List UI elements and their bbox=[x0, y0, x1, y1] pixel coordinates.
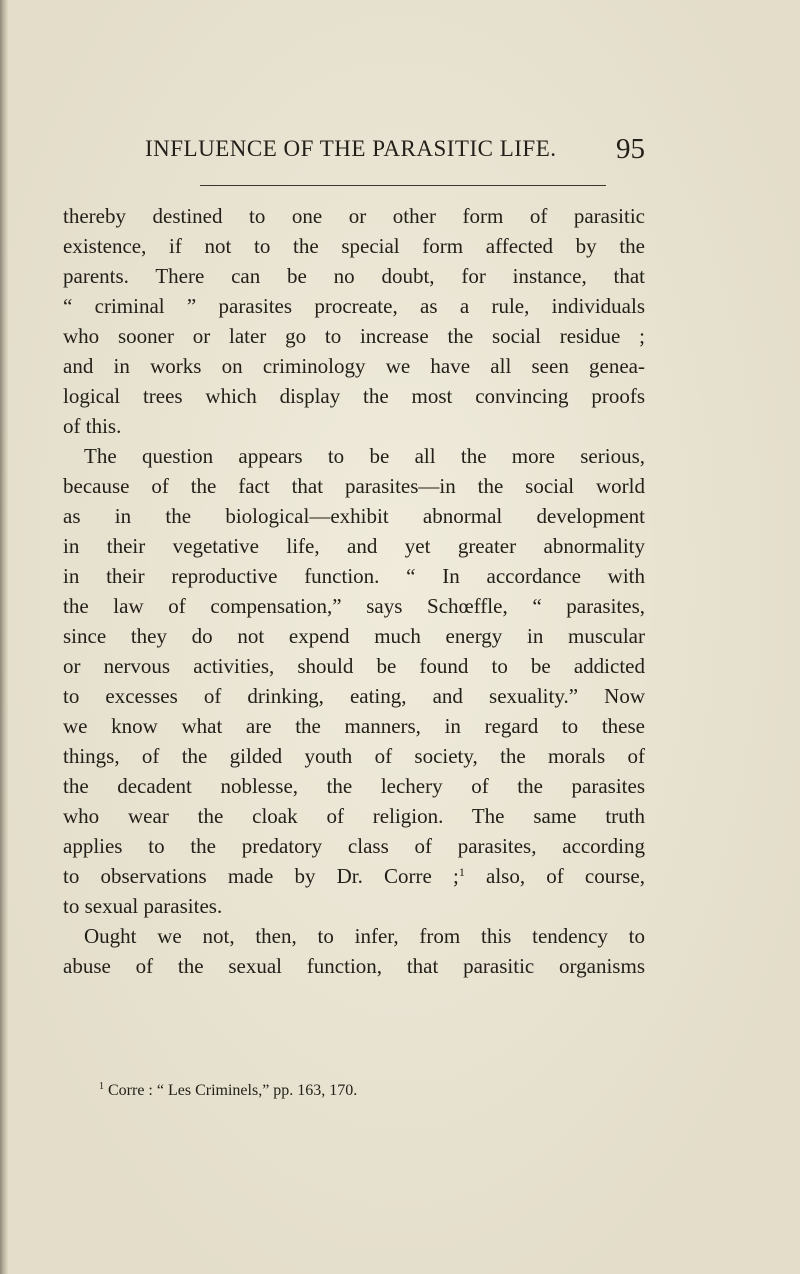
text-line: we know what are the manners, in regard to these bbox=[63, 714, 645, 738]
footnote-marker: 1 bbox=[99, 1081, 104, 1092]
text-line: in their vegetative life, and yet greater abnormality bbox=[63, 534, 645, 558]
text-line: and in works on criminology we have all seen genea- bbox=[63, 354, 645, 378]
text-line: since they do not expend much energy in muscular bbox=[63, 624, 645, 648]
text-line: existence, if not to the special form affected by the bbox=[63, 234, 645, 258]
running-head: INFLUENCE OF THE PARASITIC LIFE. bbox=[145, 136, 557, 161]
text-line: applies to the predatory class of parasites, according bbox=[63, 834, 645, 858]
binding-shadow bbox=[0, 0, 8, 1274]
text-line: as in the biological—exhibit abnormal development bbox=[63, 504, 645, 528]
text-line: The question appears to be all the more serious, bbox=[84, 444, 645, 468]
text-line: the decadent noblesse, the lechery of the parasites bbox=[63, 774, 645, 798]
text-line: because of the fact that parasites—in the social world bbox=[63, 474, 645, 498]
text-line: abuse of the sexual function, that parasitic organisms bbox=[63, 954, 645, 978]
text-line: in their reproductive function. “ In accordance with bbox=[63, 564, 645, 588]
footnote-reference: 1 bbox=[458, 865, 465, 879]
text-line: logical trees which display the most convincing proofs bbox=[63, 384, 645, 408]
page-header bbox=[145, 133, 645, 166]
text-line: the law of compensation,” says Schœffle, “ parasites, bbox=[63, 594, 645, 618]
text-line: of this. bbox=[63, 414, 122, 438]
footnote bbox=[63, 1080, 645, 1102]
body-text bbox=[63, 201, 645, 981]
text-fragment: also, of course, bbox=[464, 864, 645, 888]
text-line: or nervous activities, should be found to be addicted bbox=[63, 654, 645, 678]
text-fragment: to observations made by Dr. Corre ; bbox=[63, 864, 459, 888]
text-line-with-footnote-ref bbox=[63, 861, 645, 891]
text-line: who sooner or later go to increase the social residue ; bbox=[63, 324, 645, 348]
footnote-text: Corre : “ Les Criminels,” pp. 163, 170. bbox=[104, 1082, 358, 1099]
text-line: to excesses of drinking, eating, and sexuality.” Now bbox=[63, 684, 645, 708]
text-line: thereby destined to one or other form of parasitic bbox=[63, 204, 645, 228]
text-line: Ought we not, then, to infer, from this tendency to bbox=[84, 924, 645, 948]
text-line: things, of the gilded youth of society, the morals of bbox=[63, 744, 645, 768]
page-number: 95 bbox=[616, 133, 645, 165]
text-line: to sexual parasites. bbox=[63, 894, 223, 918]
text-line: “ criminal ” parasites procreate, as a rule, individuals bbox=[63, 294, 645, 318]
text-line: parents. There can be no doubt, for instance, that bbox=[63, 264, 645, 288]
header-rule bbox=[200, 185, 606, 186]
text-line: who wear the cloak of religion. The same truth bbox=[63, 804, 645, 828]
